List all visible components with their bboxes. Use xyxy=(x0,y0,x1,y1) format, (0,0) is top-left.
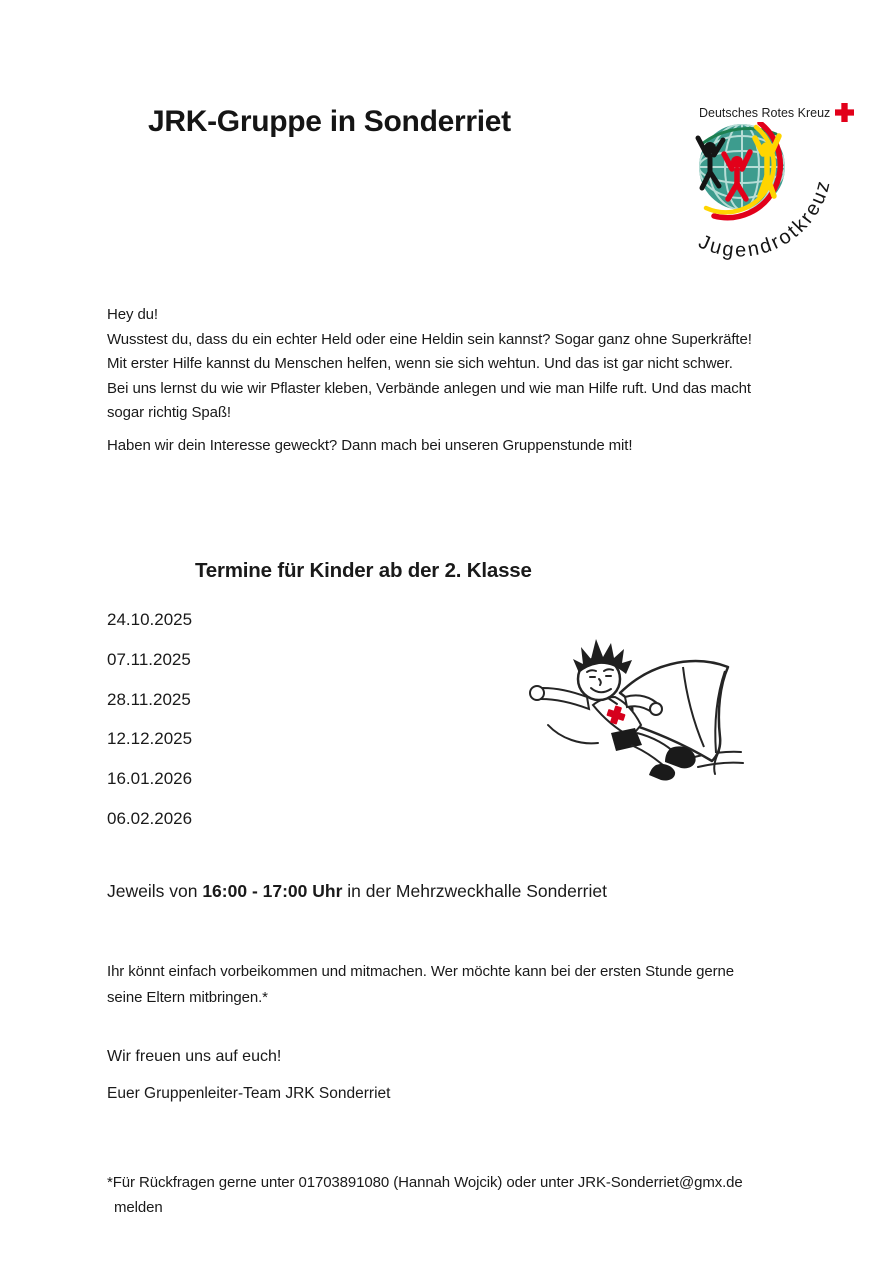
flying-superhero-illustration xyxy=(523,633,745,793)
date-item: 28.11.2025 xyxy=(107,689,191,709)
date-item: 07.11.2025 xyxy=(107,649,191,669)
boot xyxy=(649,764,675,781)
schedule-heading: Termine für Kinder ab der 2. Klasse xyxy=(195,559,532,582)
intro-line: Bei uns lernst du wie wir Pflaster kleben, Verbände anlegen und wie man Hilfe ruft. Und das macht xyxy=(107,379,751,397)
intro-line: Mit erster Hilfe kannst du Menschen helfen, wenn sie sich wehtun. Und das ist gar nicht schwer. xyxy=(107,355,733,373)
fist xyxy=(650,703,662,715)
closing-thanks: Wir freuen uns auf euch! xyxy=(107,1048,282,1065)
footnote-line: *Für Rückfragen gerne unter 01703891080 (Hannah Wojcik) oder unter JRK-Sonderriet@gmx.de xyxy=(107,1174,743,1191)
red-cross-icon xyxy=(835,103,854,122)
intro-greeting: Hey du! xyxy=(107,306,158,323)
intro-paragraph xyxy=(107,303,752,426)
fist xyxy=(530,686,544,700)
date-item: 06.02.2026 xyxy=(107,808,193,828)
drk-org-name: Deutsches Rotes Kreuz xyxy=(699,105,831,120)
leg xyxy=(631,745,664,766)
session-time: 16:00 - 17:00 Uhr xyxy=(202,881,343,901)
session-prefix: Jeweils von xyxy=(107,881,203,901)
date-list xyxy=(107,600,192,839)
date-item: 16.01.2026 xyxy=(107,769,193,789)
jugendrotkreuz-globe-logo xyxy=(680,122,848,260)
visit-line: seine Eltern mitbringen.* xyxy=(107,989,268,1006)
cta-line: Haben wir dein Interesse geweckt? Dann mach bei unseren Gruppenstunde mit! xyxy=(107,437,633,454)
drk-logo-header xyxy=(699,103,854,122)
footnote xyxy=(107,1170,743,1220)
closing-signature: Euer Gruppenleiter-Team JRK Sonderriet xyxy=(107,1085,391,1102)
visit-paragraph xyxy=(107,959,734,1011)
footnote-line: melden xyxy=(114,1199,163,1216)
visit-line: Ihr könnt einfach vorbeikommen und mitmachen. Wer möchte kann bei der ersten Stunde gerne xyxy=(107,963,735,980)
session-info-line xyxy=(107,881,607,902)
date-item: 24.10.2025 xyxy=(107,610,193,629)
jugendrotkreuz-wordmark: Jugendrotkreuz xyxy=(695,176,836,260)
page-title: JRK-Gruppe in Sonderriet xyxy=(148,105,511,138)
session-location: in der Mehrzweckhalle Sonderriet xyxy=(342,881,607,901)
intro-line: sogar richtig Spaß! xyxy=(107,404,231,422)
intro-line: Wusstest du, dass du ein echter Held oder eine Heldin sein kannst? Sogar ganz ohne Superkräfte! xyxy=(107,330,752,348)
date-item: 12.12.2025 xyxy=(107,729,193,749)
